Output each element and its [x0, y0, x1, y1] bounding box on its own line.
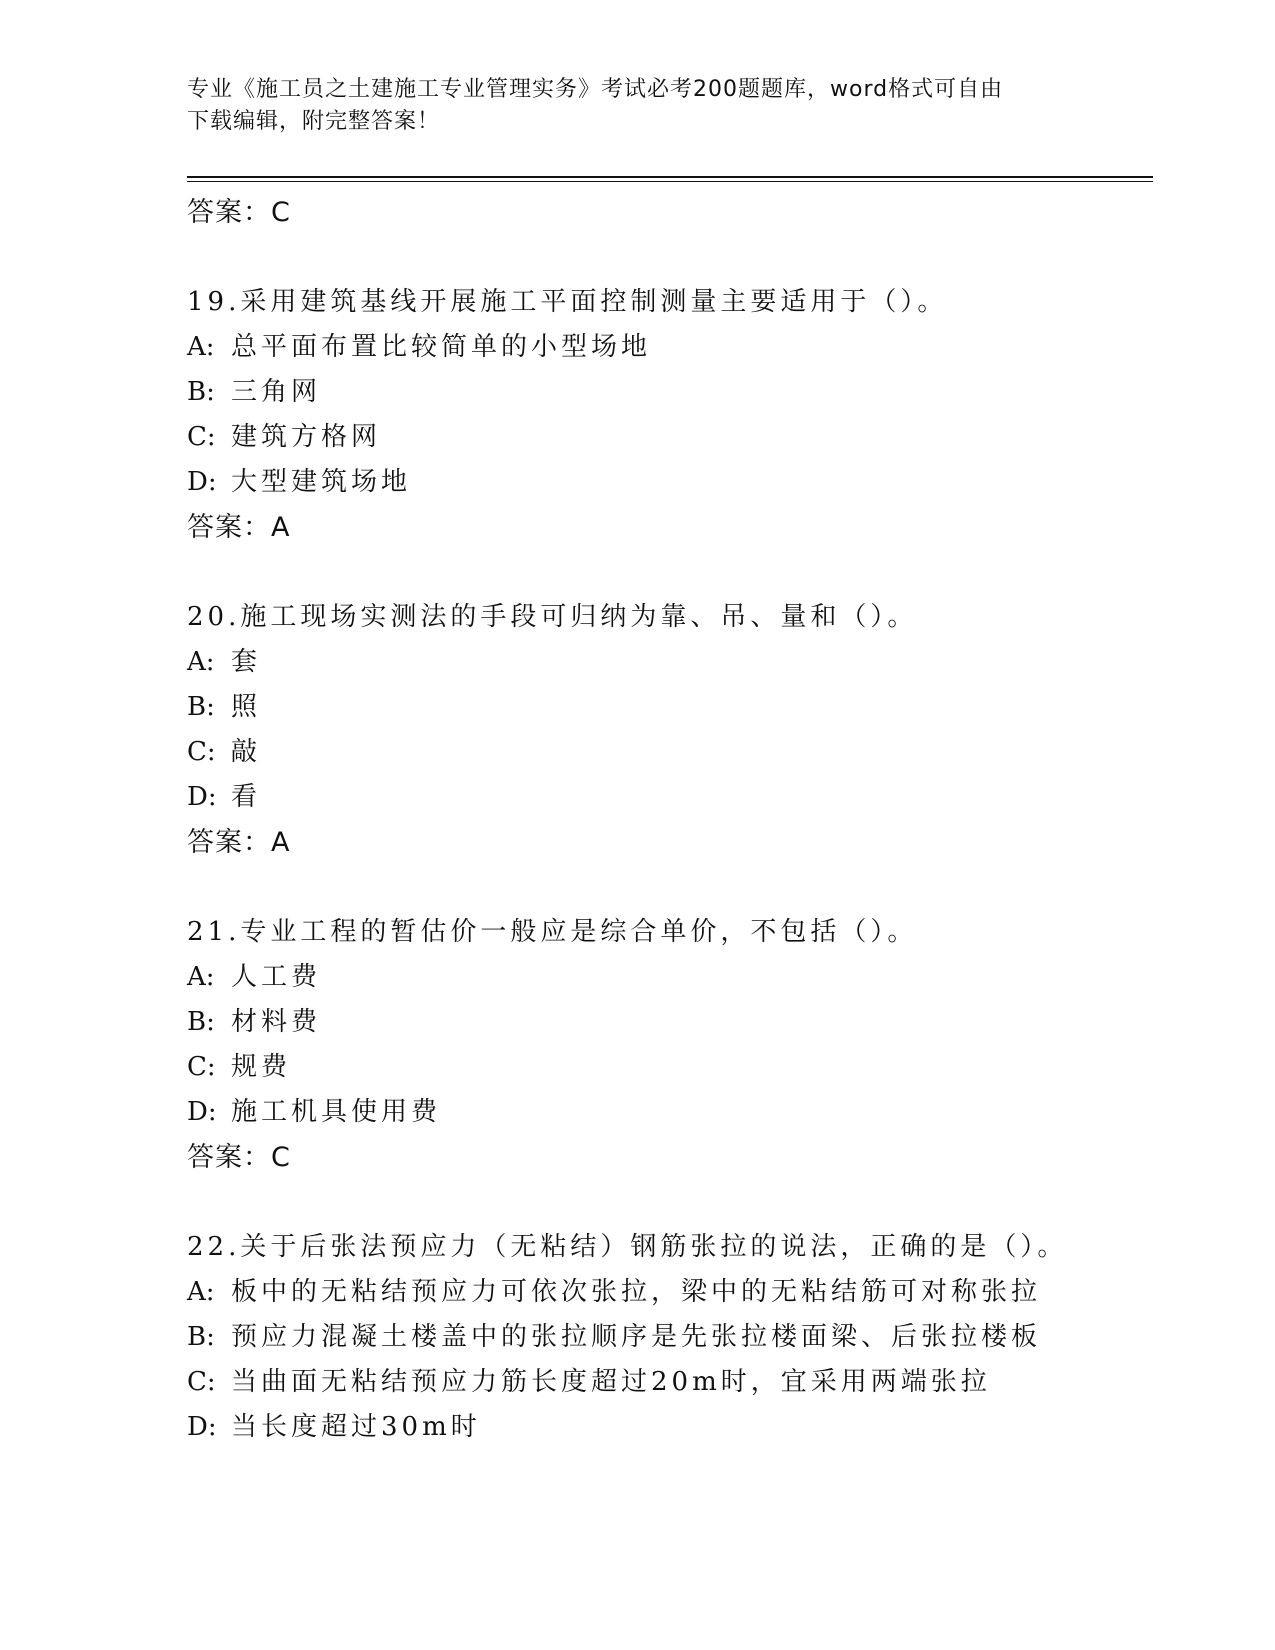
question-block	[187, 595, 1167, 865]
option-text: 人工费	[231, 962, 322, 992]
option-letter: C:	[187, 737, 216, 767]
option-text: 当长度超过30m时	[231, 1412, 481, 1442]
option-letter: A:	[187, 647, 215, 677]
option-b	[187, 1000, 1167, 1045]
option-text: 敲	[231, 737, 262, 767]
option-a	[187, 325, 1167, 370]
question-stem: 21.专业工程的暂估价一般应是综合单价，不包括（）。	[187, 917, 918, 947]
answer-label: 答案：A	[187, 512, 291, 543]
option-text: 预应力混凝土楼盖中的张拉顺序是先张拉楼面梁、后张拉楼板	[231, 1322, 1042, 1352]
option-letter: B:	[187, 1007, 215, 1037]
document-header	[187, 74, 1067, 138]
option-letter: A:	[187, 1277, 215, 1307]
option-a	[187, 1270, 1167, 1315]
option-text: 板中的无粘结预应力可依次张拉，梁中的无粘结筋可对称张拉	[231, 1277, 1042, 1307]
header-rule-thin	[187, 181, 1153, 182]
option-letter: D:	[187, 782, 217, 812]
option-text: 建筑方格网	[231, 422, 382, 452]
question-stem: 22.关于后张法预应力（无粘结）钢筋张拉的说法，正确的是（）。	[187, 1232, 1068, 1262]
option-c	[187, 730, 1167, 775]
answer-label: 答案：C	[187, 197, 291, 228]
option-a	[187, 640, 1167, 685]
option-text: 看	[231, 782, 262, 812]
header-line-1: 专业《施工员之土建施工专业管理实务》考试必考200题题库，word格式可自由	[187, 77, 1004, 102]
option-a	[187, 955, 1167, 1000]
option-text: 当曲面无粘结预应力筋长度超过20m时，宜采用两端张拉	[231, 1367, 991, 1397]
option-d	[187, 1090, 1167, 1135]
option-c	[187, 1360, 1167, 1405]
option-b	[187, 1315, 1167, 1360]
option-text: 总平面布置比较简单的小型场地	[231, 332, 652, 362]
spacer	[187, 1180, 1167, 1225]
header-rule-thick	[187, 176, 1153, 178]
option-d	[187, 460, 1167, 505]
option-letter: B:	[187, 1322, 215, 1352]
option-text: 规费	[231, 1052, 292, 1082]
spacer	[187, 550, 1167, 595]
question-block	[187, 910, 1167, 1180]
spacer	[187, 235, 1167, 280]
option-c	[187, 1045, 1167, 1090]
option-letter: A:	[187, 332, 215, 362]
option-letter: D:	[187, 1097, 217, 1127]
answer-label: 答案：A	[187, 827, 291, 858]
option-letter: B:	[187, 377, 215, 407]
option-text: 施工机具使用费	[231, 1097, 442, 1127]
option-b	[187, 685, 1167, 730]
question-stem: 20.施工现场实测法的手段可归纳为靠、吊、量和（）。	[187, 602, 918, 632]
question-block	[187, 1225, 1167, 1450]
option-text: 照	[231, 692, 262, 722]
option-d	[187, 775, 1167, 820]
header-line-2: 下载编辑，附完整答案！	[187, 109, 441, 134]
option-d	[187, 1405, 1167, 1450]
question-list	[187, 190, 1167, 1450]
option-text: 材料费	[231, 1007, 322, 1037]
option-text: 三角网	[231, 377, 322, 407]
option-letter: C:	[187, 1367, 216, 1397]
question-block	[187, 280, 1167, 550]
option-b	[187, 370, 1167, 415]
spacer	[187, 865, 1167, 910]
option-letter: C:	[187, 1052, 216, 1082]
option-letter: D:	[187, 1412, 217, 1442]
option-letter: C:	[187, 422, 216, 452]
option-letter: D:	[187, 467, 217, 497]
option-letter: B:	[187, 692, 215, 722]
answer-label: 答案：C	[187, 1142, 291, 1173]
question-stem: 19.采用建筑基线开展施工平面控制测量主要适用于（）。	[187, 287, 948, 317]
option-letter: A:	[187, 962, 215, 992]
option-c	[187, 415, 1167, 460]
option-text: 大型建筑场地	[231, 467, 412, 497]
option-text: 套	[231, 647, 262, 677]
